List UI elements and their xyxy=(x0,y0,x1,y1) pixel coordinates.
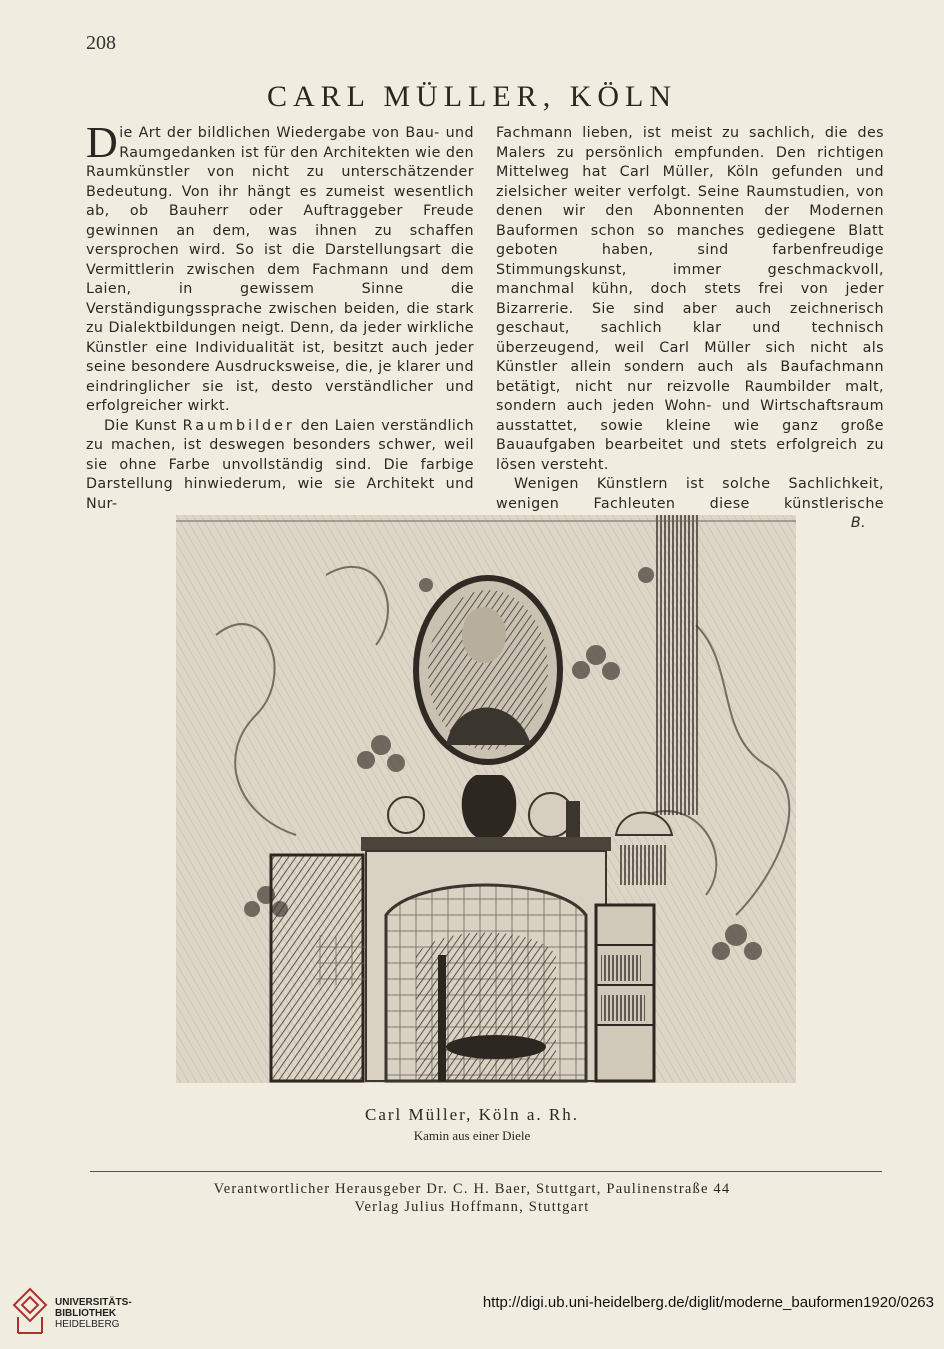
library-name-line-3: HEIDELBERG xyxy=(55,1319,120,1330)
university-library-logo-icon xyxy=(10,1287,50,1335)
publisher-line: Verantwortlicher Herausgeber Dr. C. H. Baer, Stuttgart, Paulinenstraße 44 xyxy=(213,1181,731,1197)
page-number: 208 xyxy=(86,32,116,54)
drop-cap: D xyxy=(86,118,119,167)
paragraph-2-start: Die Kunst xyxy=(104,417,183,434)
footer-divider xyxy=(90,1171,882,1172)
library-name xyxy=(55,1297,132,1330)
article-column-left xyxy=(86,118,474,514)
article-paragraph-3: Fachmann lieben, ist meist zu sachlich, die des Malers zu persönlich empfunden. Den richtigen Mittelweg hat Carl Müller, Köln gefunden und zielsicher weiter verfolgt. Seine Raumstudien, von denen wir den Abonnenten der Modernen Bauformen schon so manches gediegene Blatt geboten haben, sind farbenfreudige Stimmungskunst, immer geschmackvoll, manchmal kühn, doch stets frei von jeder Bizarrerie. Sie sind aber auch zeichnerisch geschaut, sachlich klar und technisch überzeugend, weil Carl Müller sich nicht als Künstler allein sondern auch als Baufachmann betätigt, nicht nur reizvolle Raumbilder malt, sondern auch jeden Wohn- und Wirtschaftsraum ausstattet, sowie kleine wie ganz große Bauaufgaben bearbeitet und stets erfolgreich zu lösen versteht. xyxy=(496,125,884,473)
library-name-line-2: BIBLIOTHEK xyxy=(55,1308,117,1319)
press-line: Verlag Julius Hoffmann, Stuttgart xyxy=(354,1199,590,1215)
fireplace-illustration xyxy=(176,515,796,1083)
article-column-right xyxy=(496,124,884,534)
article-paragraph-1-text: ie Art der bildlichen Wiedergabe von Bau- und Raumgedanken ist für den Architekten wie den Raumkünstler von nicht zu unterschätzender Bedeutung. Von ihr hängt es zumeist wesentlich ab, ob Bauherr oder Auftraggeber Freude gewinnen an dem, was ihnen zu schaffen versprochen wird. So ist die Darstellungsart die Vermittlerin zwischen dem Fachmann und dem Laien, in gewissem Sinne die Verständigungssprache zwischen beiden, die stark zu Dialektbildungen neigt. Denn, da jeder wirkliche Künstler eine Individualität ist, besitzt auch jeder seine besondere Ausdrucksweise, die, je klarer und eindringlicher sie ist, desto verständlicher und erfolgreicher wirkt. xyxy=(86,125,474,414)
caption-title: Carl Müller, Köln a. Rh. xyxy=(365,1105,579,1124)
spaced-term: Raumbilder xyxy=(182,417,295,434)
article-paragraph-2 xyxy=(86,417,474,515)
article-paragraph-1 xyxy=(86,118,474,417)
paragraph-4-text: Wenigen Künstlern ist solche Sachlichkeit, wenigen Fachleuten diese künstlerische xyxy=(496,476,884,512)
library-name-line-1: UNIVERSITÄTS- xyxy=(55,1297,132,1308)
paragraph-2-rest: den Laien verständlich zu machen, ist deswegen besonders schwer, weil sie ohne Farbe unvollständig sind. Die farbige Darstellung hinwiederum, wie sie Architekt und Nur- xyxy=(86,417,474,512)
source-url-link[interactable]: http://digi.ub.uni-heidelberg.de/diglit/moderne_bauformen1920/0263 xyxy=(482,1294,934,1311)
caption-subtitle: Kamin aus einer Diele xyxy=(413,1128,531,1143)
article-title: CARL MÜLLER, KÖLN xyxy=(266,80,678,113)
author-signature: B. xyxy=(850,515,866,531)
fireplace-drawing xyxy=(176,515,796,1083)
